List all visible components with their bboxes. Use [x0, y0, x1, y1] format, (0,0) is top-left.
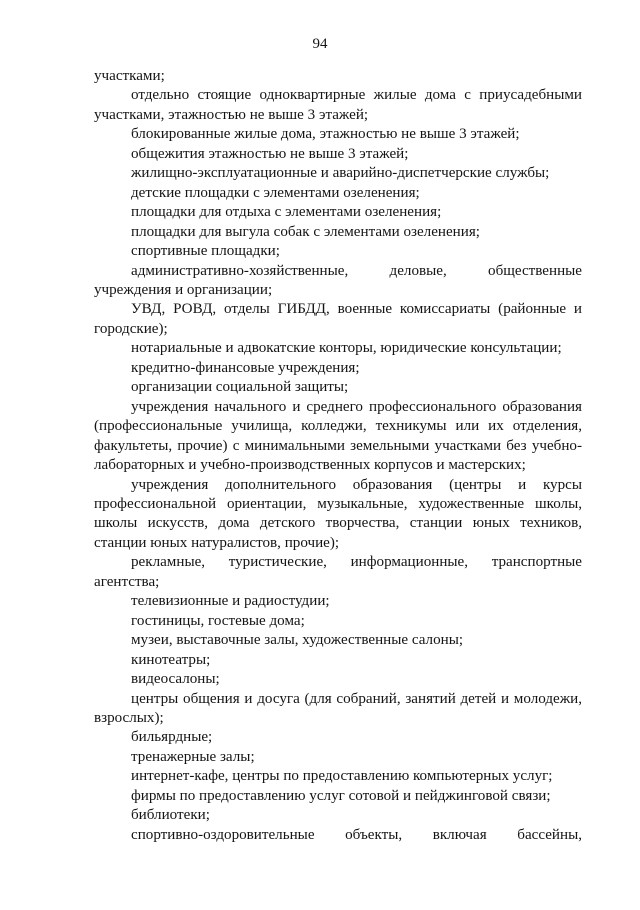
paragraph: спортивные площадки; — [131, 243, 280, 260]
paragraph: общежития этажностью не выше 3 этажей; — [131, 145, 409, 162]
paragraph: гостиницы, гостевые дома; — [131, 612, 305, 629]
paragraph: площадки для отдыха с элементами озеленения; — [131, 204, 442, 221]
paragraph: УВД, РОВД, отделы ГИБДД, военные комиссариаты (районные и городские); — [94, 301, 582, 337]
paragraph: площадки для выгула собак с элементами озеленения; — [131, 223, 480, 240]
paragraph: спортивно-оздоровительные объекты, включая бассейны, — [131, 826, 582, 843]
page-number: 94 — [312, 36, 328, 52]
paragraph: участками; — [94, 68, 165, 84]
paragraph: административно-хозяйственные, деловые, общественные учреждения и организации; — [94, 262, 582, 298]
paragraph: библиотеки; — [131, 807, 210, 824]
paragraph: центры общения и досуга (для собраний, занятий детей и молодежи, взрослых); — [94, 690, 582, 726]
paragraph: телевизионные и радиостудии; — [131, 593, 330, 610]
paragraph: нотариальные и адвокатские конторы, юридические консультации; — [131, 340, 562, 357]
paragraph: кинотеатры; — [131, 651, 211, 668]
document-body — [94, 67, 582, 845]
paragraph: жилищно-эксплуатационные и аварийно-диспетчерские службы; — [131, 165, 550, 182]
paragraph: тренажерные залы; — [131, 748, 255, 765]
paragraph: детские площадки с элементами озеленения; — [131, 184, 420, 201]
paragraph: музеи, выставочные залы, художественные салоны; — [131, 632, 464, 649]
paragraph: организации социальной защиты; — [131, 379, 349, 396]
paragraph: интернет-кафе, центры по предоставлению компьютерных услуг; — [131, 768, 553, 785]
paragraph: рекламные, туристические, информационные, транспортные агентства; — [94, 554, 582, 590]
paragraph: отдельно стоящие одноквартирные жилые дома с приусадебными участками, этажностью не выше 3 этажей; — [94, 87, 582, 123]
paragraph: бильярдные; — [131, 729, 213, 746]
paragraph: блокированные жилые дома, этажностью не выше 3 этажей; — [131, 126, 520, 143]
paragraph: кредитно-финансовые учреждения; — [131, 359, 360, 376]
paragraph: учреждения дополнительного образования (центры и курсы профессиональной ориентации, музыкальные, художественные школы, школы искусств, дома детского творчества, станции юных техников, станции юных натуралистов, прочие); — [94, 476, 582, 551]
paragraph: учреждения начального и среднего профессионального образования (профессиональные училища, колледжи, техникумы или их отделения, факультеты, прочие) с минимальными земельными участками без учебно-лабораторных и учебно-производственных корпусов и мастерских; — [94, 398, 582, 474]
paragraph: фирмы по предоставлению услуг сотовой и пейджинговой связи; — [131, 787, 551, 804]
paragraph: видеосалоны; — [131, 671, 220, 688]
